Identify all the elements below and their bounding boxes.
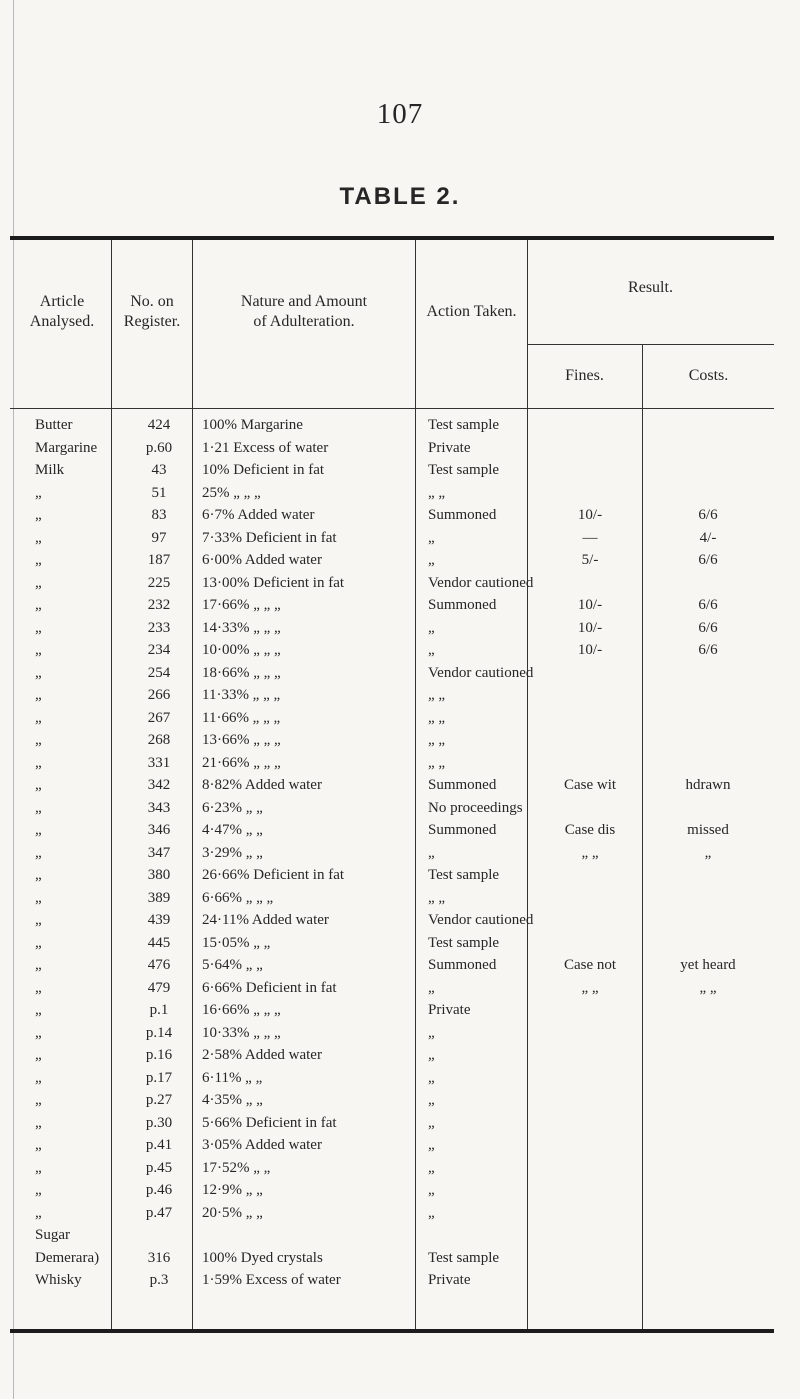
cell-action: Test sample [428, 462, 500, 478]
cell-nature: 11·33% „ „ „ [202, 687, 281, 703]
cell-costs: hdrawn [685, 777, 731, 793]
cell-action: „ [428, 1159, 435, 1176]
header-costs: Costs. [688, 367, 729, 384]
cell-action: „ [428, 1069, 435, 1086]
cell-fines: Case wit [563, 777, 617, 793]
cell-article: „ [35, 484, 42, 501]
cell-nature: 3·29% „ „ [202, 844, 263, 861]
cell-article: „ [35, 1204, 42, 1221]
cell-reg: 268 [147, 732, 171, 748]
col-divider-1 [111, 240, 112, 1329]
cell-action: „ „ [428, 484, 446, 501]
cell-article: „ [35, 822, 42, 838]
cell-nature: 18·66% „ „ „ [202, 664, 281, 681]
cell-article: Whisky [35, 1272, 82, 1288]
cell-reg: 267 [147, 709, 171, 726]
cell-nature: 5·66% Deficient in fat [202, 1114, 337, 1131]
cell-reg: 380 [147, 867, 171, 883]
cell-fines: 10/- [577, 619, 603, 636]
cell-reg: 225 [147, 574, 171, 591]
cell-nature: 21·66% „ „ „ [202, 754, 281, 771]
header-result: Result. [628, 279, 673, 296]
cell-nature: 14·33% „ „ „ [202, 619, 281, 636]
cell-article: „ [35, 934, 42, 951]
cell-nature: 15·05% „ „ [202, 934, 271, 951]
cell-reg: p.16 [145, 1047, 173, 1063]
cell-nature: 13·00% Deficient in fat [202, 574, 345, 591]
cell-article: „ [35, 1047, 42, 1063]
cell-reg: p.47 [145, 1204, 173, 1221]
cell-action: Vendor cautioned [428, 664, 534, 681]
cell-action: Vendor cautioned [428, 912, 534, 928]
cell-nature: 1·59% Excess of water [202, 1272, 341, 1288]
cell-nature: 6·7% Added water [202, 507, 315, 523]
cell-reg: p.27 [145, 1092, 173, 1108]
cell-article: „ [35, 642, 42, 658]
cell-article: „ [35, 1137, 42, 1153]
cell-article: Butter [35, 417, 73, 433]
cell-nature: 17·66% „ „ „ [202, 597, 281, 613]
col-divider-2 [192, 240, 193, 1329]
cell-action: Private [428, 1002, 471, 1018]
page-number: 107 [376, 98, 424, 130]
cell-reg: 51 [151, 484, 167, 501]
cell-reg: 479 [147, 979, 171, 996]
cell-action: „ [428, 1114, 435, 1131]
cell-costs: „ „ [699, 979, 717, 996]
cell-article: Milk [35, 462, 65, 478]
top-rule [10, 236, 774, 240]
cell-nature: 5·64% „ „ [202, 957, 263, 973]
cell-article: „ [35, 844, 42, 861]
cell-article: „ [35, 1002, 42, 1018]
cell-action: „ „ [428, 889, 446, 906]
cell-costs: 6/6 [698, 507, 718, 523]
cell-article: „ [35, 1069, 42, 1086]
cell-reg: 266 [147, 687, 171, 703]
header-action: Action Taken. [426, 303, 517, 320]
cell-nature: 20·5% „ „ [202, 1204, 263, 1221]
cell-nature: 7·33% Deficient in fat [202, 529, 337, 546]
cell-article: „ [35, 777, 42, 793]
cell-action: Test sample [428, 934, 500, 951]
cell-reg: 476 [147, 957, 171, 973]
header-rule [10, 408, 774, 409]
cell-fines: — [582, 529, 598, 546]
cell-reg: 43 [151, 462, 167, 478]
cell-nature: 24·11% Added water [202, 912, 329, 928]
cell-fines: 10/- [577, 642, 603, 658]
cell-article: „ [35, 687, 42, 703]
cell-article: Demerara) [35, 1249, 100, 1266]
cell-action: Summoned [428, 957, 497, 973]
cell-reg: 233 [147, 619, 171, 636]
bottom-rule [10, 1329, 774, 1333]
cell-article: „ [35, 1182, 42, 1198]
cell-article: „ [35, 1024, 42, 1041]
cell-action: „ „ [428, 709, 446, 726]
cell-nature: 100% Margarine [202, 417, 303, 433]
cell-costs: 6/6 [698, 552, 718, 568]
cell-action: „ „ [428, 732, 446, 748]
cell-reg: p.46 [145, 1182, 173, 1198]
cell-reg: 346 [147, 822, 171, 838]
cell-nature: 12·9% „ „ [202, 1182, 263, 1198]
cell-reg: p.14 [145, 1024, 173, 1041]
cell-nature: 6·66% „ „ „ [202, 889, 274, 906]
cell-action: „ [428, 1092, 435, 1108]
cell-article: Sugar [35, 1227, 70, 1243]
cell-reg: 234 [147, 642, 171, 658]
cell-fines: 5/- [581, 552, 599, 568]
cell-reg: 187 [147, 552, 171, 568]
cell-nature: 1·21 Excess of water [202, 439, 329, 456]
cell-costs: yet heard [680, 957, 736, 973]
cell-action: Test sample [428, 867, 500, 883]
cell-article: „ [35, 754, 42, 771]
cell-article: „ [35, 732, 42, 748]
cell-fines: Case not [563, 957, 617, 973]
cell-action: Vendor cautioned [428, 574, 534, 591]
cell-action: „ [428, 1204, 435, 1221]
cell-fines: 10/- [577, 507, 603, 523]
cell-nature: 6·00% Added water [202, 552, 322, 568]
cell-article: Margarine [35, 439, 98, 456]
cell-article: „ [35, 507, 42, 523]
cell-nature: 6·11% „ „ [202, 1069, 263, 1086]
cell-action: „ [428, 844, 435, 861]
cell-action: „ [428, 1024, 435, 1041]
header-register: No. on Register. [123, 293, 181, 330]
cell-nature: 8·82% Added water [202, 777, 322, 793]
cell-costs: 6/6 [698, 597, 718, 613]
cell-article: „ [35, 597, 42, 613]
cell-article: „ [35, 1092, 42, 1108]
cell-reg: 445 [147, 934, 171, 951]
cell-reg: 254 [147, 664, 171, 681]
cell-article: „ [35, 957, 42, 973]
cell-reg: p.60 [145, 439, 173, 456]
col-divider-3 [415, 240, 416, 1329]
cell-fines: „ „ [581, 979, 599, 996]
result-subrule [527, 344, 774, 345]
cell-costs: 4/- [699, 529, 717, 546]
cell-reg: p.1 [149, 1002, 169, 1018]
cell-action: „ [428, 619, 435, 636]
cell-action: „ [428, 1047, 435, 1063]
cell-fines: „ „ [581, 844, 599, 861]
cell-action: Private [428, 1272, 471, 1288]
cell-nature: 100% Dyed crystals [202, 1249, 323, 1266]
header-fines: Fines. [565, 367, 604, 384]
cell-reg: 331 [147, 754, 171, 771]
cell-article: „ [35, 867, 42, 883]
cell-nature: 4·35% „ „ [202, 1092, 263, 1108]
cell-reg: 232 [147, 597, 171, 613]
cell-nature: 17·52% „ „ [202, 1159, 271, 1176]
cell-action: „ [428, 979, 435, 996]
cell-action: No proceedings [428, 799, 523, 816]
cell-reg: 439 [147, 912, 171, 928]
cell-action: Summoned [428, 507, 497, 523]
col-divider-5 [642, 344, 643, 1329]
cell-action: „ [428, 529, 435, 546]
cell-nature: 6·66% Deficient in fat [202, 979, 337, 996]
cell-article: „ [35, 574, 42, 591]
cell-reg: p.41 [145, 1137, 173, 1153]
cell-nature: 13·66% „ „ „ [202, 732, 281, 748]
cell-action: „ [428, 1182, 435, 1198]
cell-article: „ [35, 619, 42, 636]
cell-reg: p.17 [145, 1069, 173, 1086]
cell-nature: 10·33% „ „ „ [202, 1024, 281, 1041]
cell-article: „ [35, 709, 42, 726]
table-title: TABLE 2. [339, 183, 461, 210]
cell-reg: 347 [147, 844, 171, 861]
cell-reg: 83 [151, 507, 167, 523]
cell-nature: 26·66% Deficient in fat [202, 867, 345, 883]
cell-action: „ [428, 642, 435, 658]
header-nature: Nature and Amount of Adulteration. [240, 293, 368, 330]
cell-fines: 10/- [577, 597, 603, 613]
cell-article: „ [35, 529, 42, 546]
cell-action: „ [428, 552, 435, 568]
cell-reg: 389 [147, 889, 171, 906]
cell-article: „ [35, 552, 42, 568]
cell-costs: 6/6 [698, 619, 718, 636]
cell-reg: 97 [151, 529, 167, 546]
cell-reg: 424 [147, 417, 171, 433]
cell-nature: 6·23% „ „ [202, 799, 263, 816]
cell-costs: 6/6 [698, 642, 718, 658]
cell-article: „ [35, 1159, 42, 1176]
cell-reg: p.45 [145, 1159, 173, 1176]
cell-nature: 16·66% „ „ „ [202, 1002, 281, 1018]
cell-nature: 11·66% „ „ „ [202, 709, 281, 726]
cell-reg: 342 [147, 777, 171, 793]
col-divider-4 [527, 240, 528, 1329]
cell-nature: 2·58% Added water [202, 1047, 322, 1063]
cell-nature: 4·47% „ „ [202, 822, 263, 838]
cell-article: „ [35, 912, 42, 928]
cell-reg: 343 [147, 799, 171, 816]
cell-reg: p.3 [149, 1272, 169, 1288]
cell-costs: „ [704, 844, 712, 861]
cell-fines: Case dis [564, 822, 616, 838]
cell-action: „ „ [428, 754, 446, 771]
cell-reg: 316 [147, 1249, 171, 1266]
cell-article: „ [35, 979, 42, 996]
cell-reg: p.30 [145, 1114, 173, 1131]
cell-nature: 10·00% „ „ „ [202, 642, 281, 658]
cell-action: Private [428, 439, 471, 456]
cell-costs: missed [687, 822, 729, 838]
cell-action: Summoned [428, 597, 497, 613]
cell-article: „ [35, 799, 42, 816]
header-article: Article Analysed. [29, 293, 95, 330]
cell-action: „ „ [428, 687, 446, 703]
cell-article: „ [35, 1114, 42, 1131]
cell-nature: 10% Deficient in fat [202, 462, 325, 478]
cell-action: „ [428, 1137, 435, 1153]
cell-action: Test sample [428, 1249, 500, 1266]
cell-action: Test sample [428, 417, 500, 433]
cell-nature: 3·05% Added water [202, 1137, 322, 1153]
cell-article: „ [35, 664, 42, 681]
cell-nature: 25% „ „ „ [202, 484, 261, 501]
cell-article: „ [35, 889, 42, 906]
cell-action: Summoned [428, 777, 497, 793]
cell-action: Summoned [428, 822, 497, 838]
